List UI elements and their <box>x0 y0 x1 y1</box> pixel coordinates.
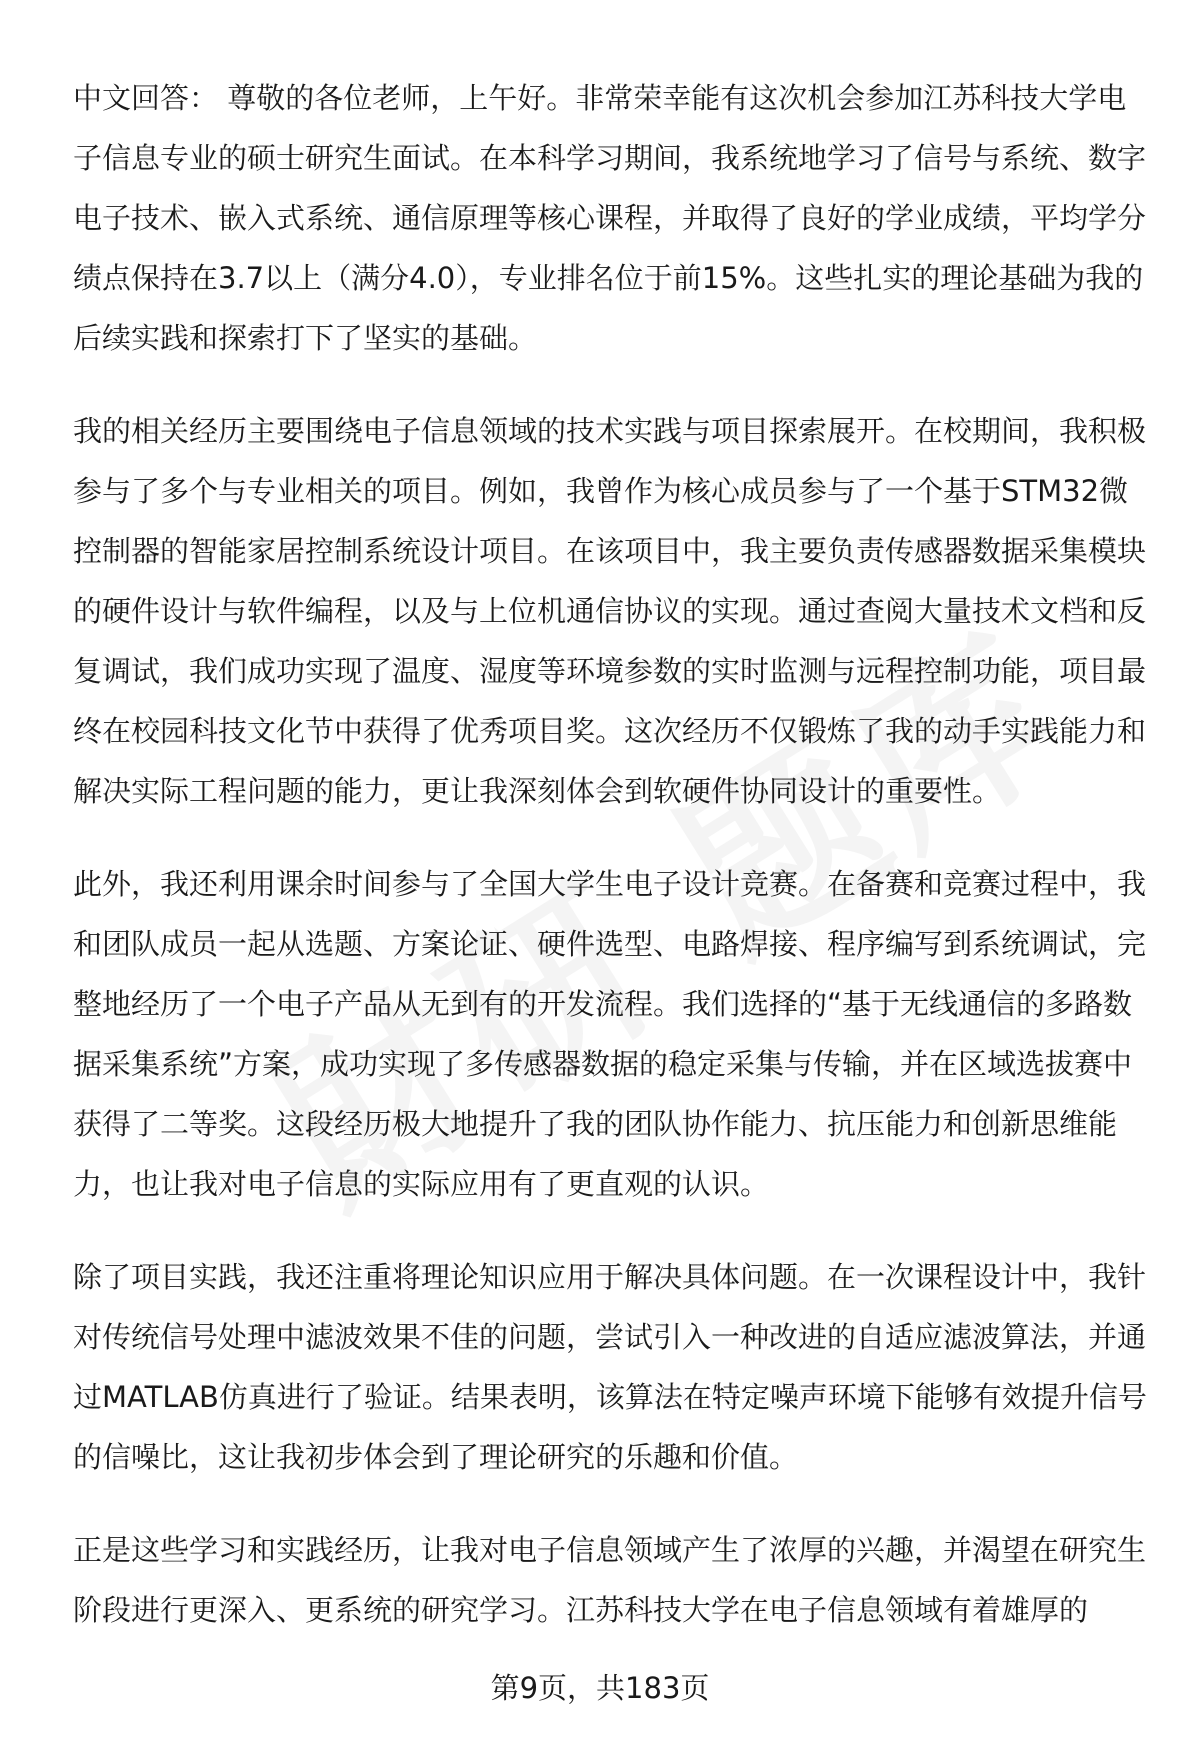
paragraph-5: 正是这些学习和实践经历，让我对电子信息领域产生了浓厚的兴趣，并渴望在研究生阶段进行更深入、更系统的研究学习。江苏科技大学在电子信息领域有着雄厚的 <box>73 1533 1147 1627</box>
paragraph-1: 中文回答： 尊敬的各位老师，上午好。非常荣幸能有这次机会参加江苏科技大学电子信息专业的硕士研究生面试。在本科学习期间，我系统地学习了信号与系统、数字电子技术、嵌入式系统、通信原理等核心课程，并取得了良好的学业成绩，平均学分绩点保持在3.7以上（满分4.0），专业排名位于前15%。这些扎实的理论基础为我的后续实践和探索打下了坚实的基础。 <box>73 81 1147 355</box>
document-body <box>73 68 1153 1640</box>
paragraph-4: 除了项目实践，我还注重将理论知识应用于解决具体问题。在一次课程设计中，我针对传统信号处理中滤波效果不佳的问题，尝试引入一种改进的自适应滤波算法，并通过MATLAB仿真进行了验证。结果表明，该算法在特定噪声环境下能够有效提升信号的信噪比，这让我初步体会到了理论研究的乐趣和价值。 <box>73 1260 1147 1474</box>
paragraph-2: 我的相关经历主要围绕电子信息领域的技术实践与项目探索展开。在校期间，我积极参与了多个与专业相关的项目。例如，我曾作为核心成员参与了一个基于STM32微控制器的智能家居控制系统设计项目。在该项目中，我主要负责传感器数据采集模块的硬件设计与软件编程，以及与上位机通信协议的实现。通过查阅大量技术文档和反复调试，我们成功实现了温度、湿度等环境参数的实时监测与远程控制功能，项目最终在校园科技文化节中获得了优秀项目奖。这次经历不仅锻炼了我的动手实践能力和解决实际工程问题的能力，更让我深刻体会到软硬件协同设计的重要性。 <box>73 414 1147 808</box>
page-number-footer: 第9页，共183页 <box>490 1671 710 1705</box>
paragraph-3: 此外，我还利用课余时间参与了全国大学生电子设计竞赛。在备赛和竞赛过程中，我和团队成员一起从选题、方案论证、硬件选型、电路焊接、程序编写到系统调试，完整地经历了一个电子产品从无到有的开发流程。我们选择的“基于无线通信的多路数据采集系统”方案，成功实现了多传感器数据的稳定采集与传输，并在区域选拔赛中获得了二等奖。这段经历极大地提升了我的团队协作能力、抗压能力和创新思维能力，也让我对电子信息的实际应用有了更直观的认识。 <box>73 867 1147 1201</box>
